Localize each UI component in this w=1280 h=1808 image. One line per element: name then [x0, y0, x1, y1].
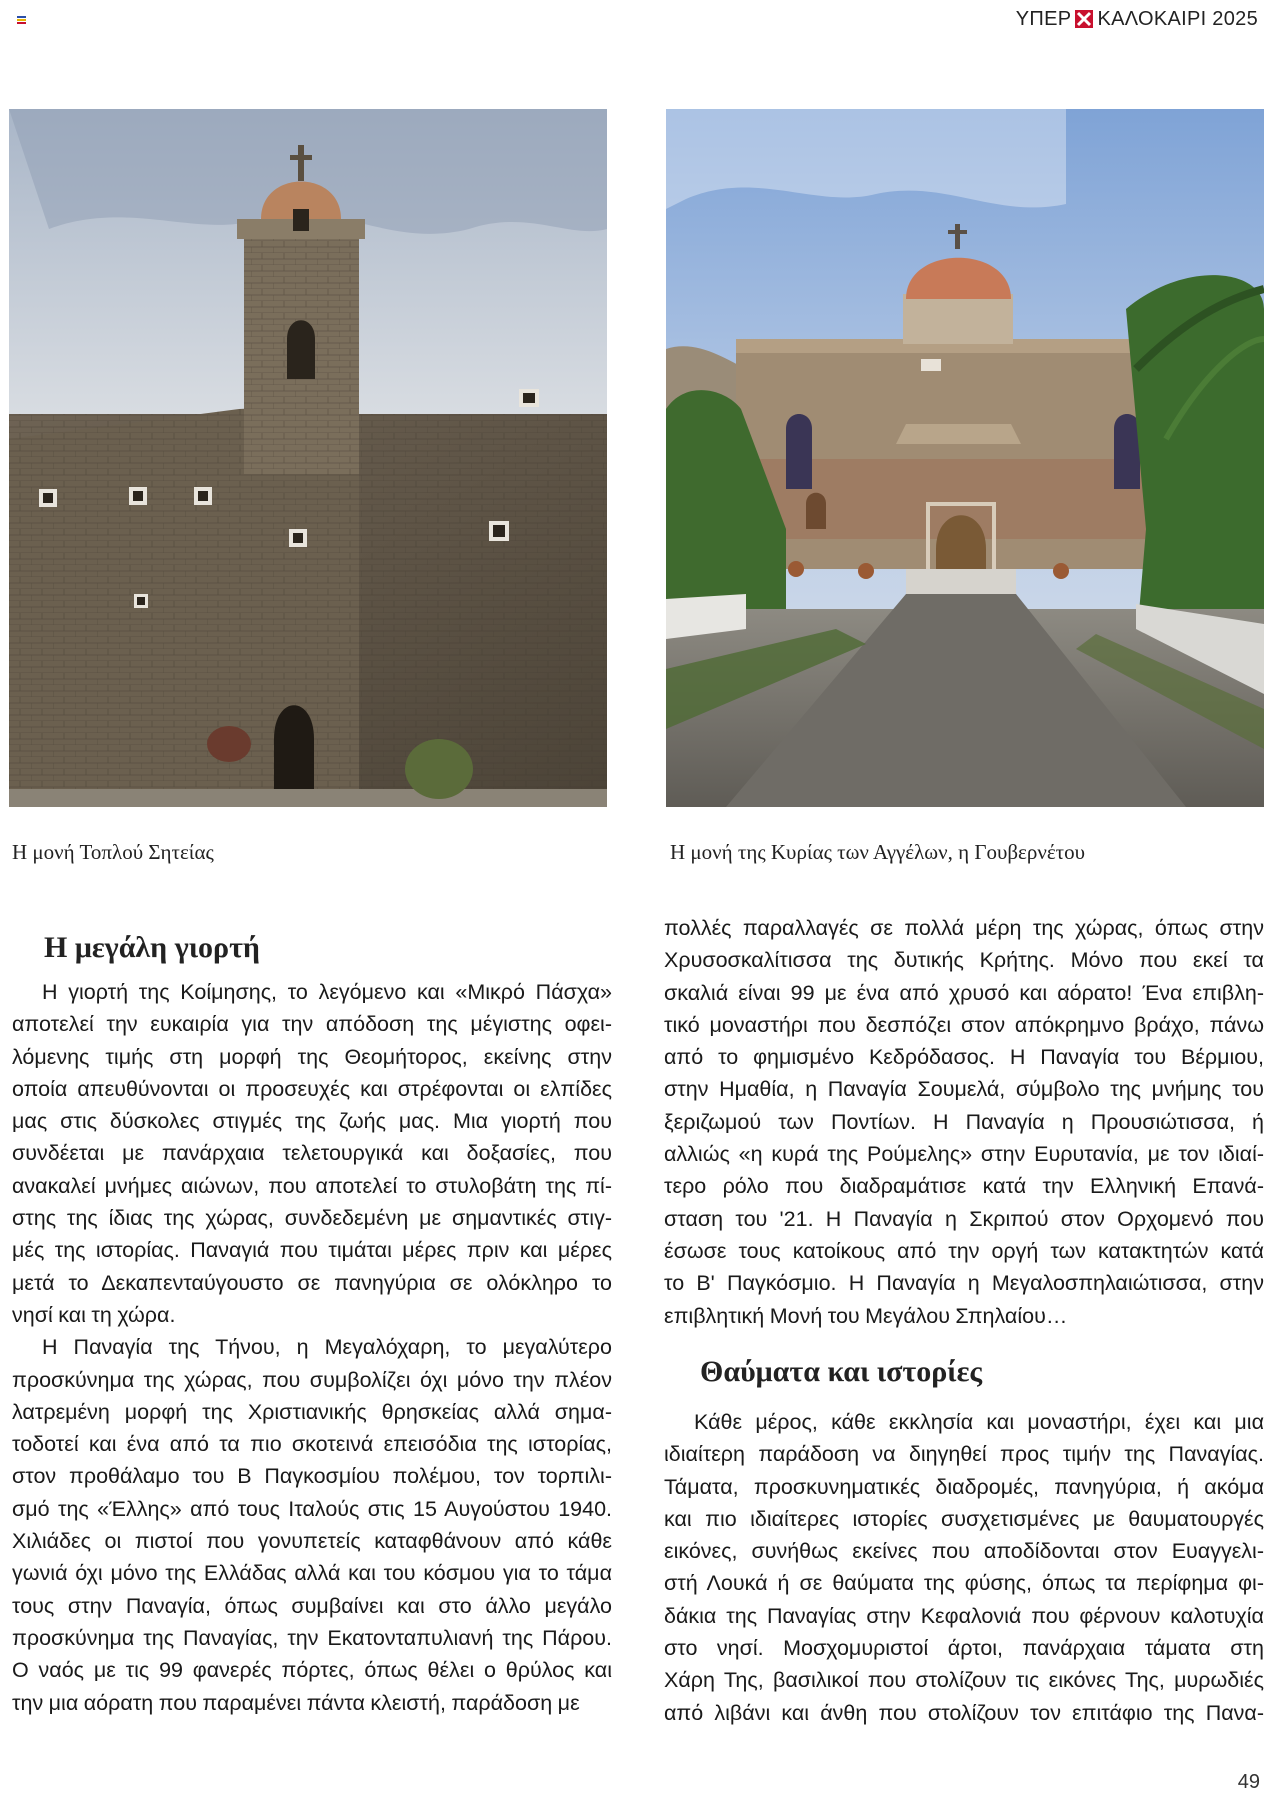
text-line: αποτελεί την ευκαιρία για την απόδοση της μέγιστης οφει- — [12, 1012, 612, 1037]
text-line: αλλιώς «η κυρά της Ρούμελης» στην Ευρυτανία, με τον ιδιαί- — [664, 1142, 1264, 1167]
text-line: τους στην Παναγία, όπως συμβαίνει και στο άλλο μεγάλο — [12, 1593, 612, 1618]
caption-toplou: Η μονή Τοπλού Σητείας — [12, 840, 214, 864]
text-line: γωνιά όχι μόνο της Ελλάδας αλλά και του κόσμου για το τάμα — [12, 1561, 612, 1586]
text-line: Η Παναγία της Τήνου, η Μεγαλόχαρη, το μεγαλύτερο — [42, 1335, 612, 1360]
text-line: στον προθάλαμο του Β Παγκοσμίου πολέμου, τον τορπιλι- — [12, 1464, 612, 1489]
text-line: οποία απευθύνονται οι προσευχές και στρέφονται οι ελπίδες — [12, 1076, 612, 1101]
text-line: νησί και τη χώρα. — [12, 1302, 176, 1327]
text-line: Η γιορτή της Κοίμησης, το λεγόμενο και «Μικρό Πάσχα» — [42, 980, 612, 1004]
text-line: στή Λουκά ή σε θαύματα της φύσης, όπως τα περίφημα φι- — [664, 1571, 1264, 1596]
brand-logo-icon — [1075, 10, 1093, 28]
text-line: Ο ναός με τις 99 φανερές πόρτες, όπως θέλει ο θρύλος και — [12, 1658, 612, 1683]
issue-label: ΚΑΛΟΚΑΙΡΙ 2025 — [1097, 7, 1258, 30]
caption-gouverneto: Η μονή της Κυρίας των Αγγέλων, η Γουβερνέτου — [670, 840, 1085, 864]
text-line: στης της ίδιας της χώρας, συνδεδεμένη με σημαντικές στιγ- — [12, 1206, 612, 1231]
text-line: Τάματα, προσκυνηματικές διαδρομές, πανηγύρια, ή ακόμα — [664, 1474, 1264, 1499]
page-number: 49 — [1237, 1771, 1260, 1793]
text-line: από λιβάνι και άνθη που στολίζουν τον επιτάφιο της Πανα- — [664, 1700, 1264, 1725]
text-line: ανακαλεί μνήμες αιώνων, που αποτελεί το στυλοβάτη της πί- — [12, 1173, 612, 1198]
text-line: εικόνες, συνήθως εκείνες που αποδίδονται στον Ευαγγελι- — [664, 1539, 1264, 1564]
photo-toplou-monastery — [9, 109, 607, 807]
text-line: Χιλιάδες οι πιστοί που γονυπετείς καταφθάνουν από κάθε — [12, 1529, 612, 1554]
text-line: πολλές παραλλαγές σε πολλά μέρη της χώρας, όπως στην — [664, 916, 1264, 940]
section-heading-miracles: Θαύματα και ιστορίες — [700, 1355, 983, 1388]
text-line: από το φημισμένο Κεδρόδασος. Η Παναγία του Βέρμιου, — [664, 1045, 1264, 1070]
text-line: δάκια της Παναγίας στην Κεφαλονιά που φέρνουν καλοτυχία — [664, 1603, 1264, 1628]
text-line: προσκύνημα της Παναγίας, την Εκατονταπυλιανή της Πάρου. — [12, 1625, 612, 1650]
text-line: τερο ρόλο που διαδραμάτισε κατά την Ελληνική Επανά- — [664, 1174, 1264, 1199]
text-line: έσωσε τους κατοίκους από την οργή των κατακτητών κατά — [664, 1238, 1264, 1263]
flag-stripes-icon — [17, 16, 26, 25]
text-line: την μια αόρατη που παραμένει πάντα κλειστή, παράδοση με — [12, 1690, 580, 1715]
text-line: Χάρη Της, βασιλικοί που στολίζουν τις εικόνες Της, μυρωδιές — [664, 1668, 1264, 1693]
section-heading-feast: Η μεγάλη γιορτή — [44, 931, 260, 964]
text-line: Κάθε μέρος, κάθε εκκλησία και μοναστήρι, έχει και μια — [694, 1410, 1264, 1434]
text-line: ξεριζωμού των Ποντίων. Η Παναγία η Προυσιώτισσα, ή — [664, 1109, 1264, 1134]
text-line: τικό μοναστήρι που δεσπόζει στον απόκρημνο βράχο, πάνω — [664, 1012, 1264, 1037]
text-line: λόμενης τιμής στη μορφή της Θεομήτορος, εκείνης στην — [12, 1044, 612, 1069]
text-line: συνδέεται με πανάρχαια τελετουργικά και δοξασίες, που — [12, 1141, 612, 1166]
text-line: το Β' Παγκόσμιο. Η Παναγία η Μεγαλοσπηλαιώτισσα, στην — [664, 1271, 1264, 1296]
text-line: ιδιαίτερη παράδοση να διηγηθεί προς τιμήν της Παναγίας. — [664, 1442, 1264, 1467]
left-body-text — [12, 976, 612, 1719]
text-line: προσκύνημα της χώρας, που συμβολίζει όχι μόνο την πλέον — [12, 1367, 612, 1392]
right-body-text-bottom — [664, 1406, 1264, 1729]
text-line: λατρεμένη μορφή της Χριστιανικής θρησκείας αλλά σημα- — [12, 1399, 612, 1424]
right-body-text-top — [664, 912, 1264, 1332]
masthead — [1016, 6, 1258, 32]
text-line: σταση του '21. Η Παναγία η Σκριπού στον Ορχομενό που — [664, 1206, 1264, 1231]
photo-gouverneto-monastery — [666, 109, 1264, 807]
text-line: στην Ημαθία, η Παναγία Σουμελά, σύμβολο της μνήμης του — [664, 1077, 1264, 1102]
text-line: επιβλητική Μονή του Μεγάλου Σπηλαίου… — [664, 1303, 1068, 1328]
text-line: τοδοτεί και ένα από τα πιο σκοτεινά επεισόδια της ιστορίας, — [12, 1432, 612, 1457]
magazine-name: ΥΠΕΡ — [1015, 7, 1072, 30]
text-line: Χρυσοσκαλίτισσα της δυτικής Κρήτης. Μόνο που εκεί τα — [664, 948, 1264, 973]
text-line: μές της ιστορίας. Παναγιά που τιμάται μέρες πριν και μέρες — [12, 1238, 612, 1263]
text-line: σμό της «Έλλης» από τους Ιταλούς στις 15 Αυγούστου 1940. — [12, 1496, 612, 1521]
text-line: στο νησί. Μοσχομυριστοί άρτοι, πανάρχαια τάματα στη — [664, 1636, 1264, 1661]
text-line: μας στις δύσκολες στιγμές της ζωής μας. Μια γιορτή που — [12, 1109, 612, 1134]
text-line: σκαλιά είναι 99 με ένα από χρυσό και αόρατο! Ένα επιβλη- — [664, 980, 1264, 1005]
text-line: μετά το Δεκαπενταύγουστο σε πανηγύρια σε ολόκληρο το — [12, 1270, 612, 1295]
text-line: και πιο ιδιαίτερες ιστορίες συσχετισμένες με θαυματουργές — [664, 1506, 1264, 1531]
